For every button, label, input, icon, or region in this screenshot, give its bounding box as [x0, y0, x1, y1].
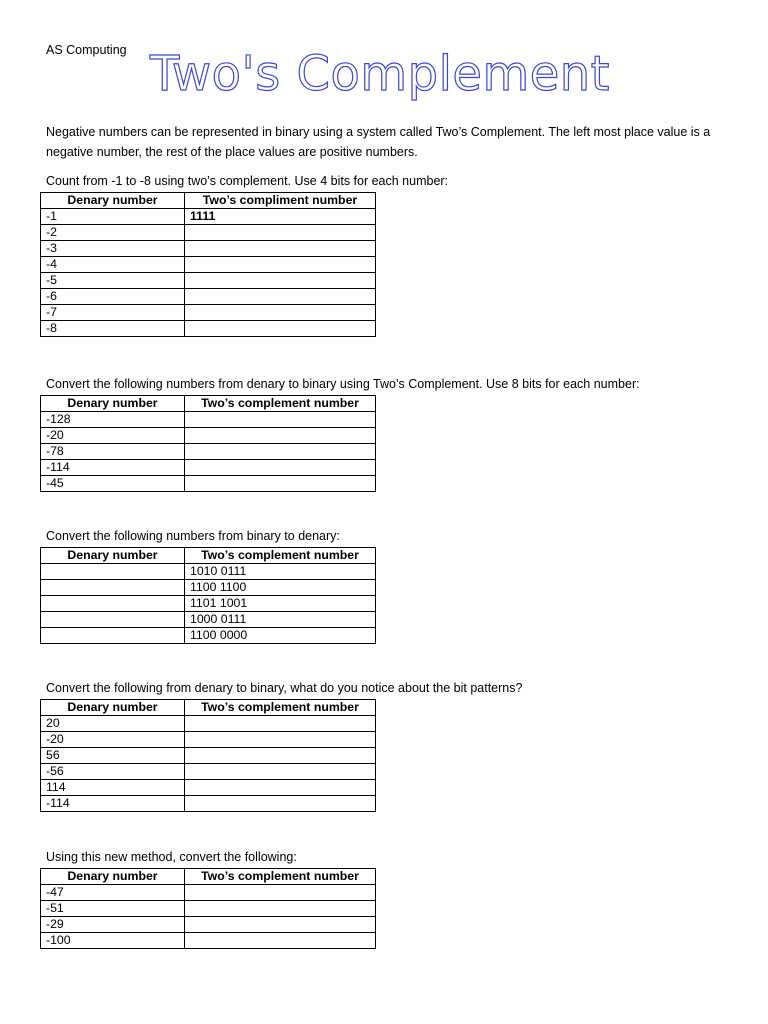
denary-cell: -5 [41, 273, 185, 289]
table-row [41, 732, 376, 748]
table-row [41, 241, 376, 257]
table-header-row [41, 869, 376, 885]
table-row [41, 933, 376, 949]
binary-cell: 1100 0000 [185, 628, 376, 644]
table-row [41, 321, 376, 337]
binary-cell[interactable] [185, 885, 376, 901]
table-row [41, 780, 376, 796]
table-row [41, 273, 376, 289]
column-header: Two’s complement number [185, 700, 376, 716]
binary-cell[interactable] [185, 460, 376, 476]
denary-cell: -4 [41, 257, 185, 273]
denary-cell: 114 [41, 780, 185, 796]
course-label: AS Computing [46, 43, 127, 57]
denary-cell: 56 [41, 748, 185, 764]
table-header-row [41, 396, 376, 412]
denary-cell: -20 [41, 732, 185, 748]
binary-cell[interactable] [185, 305, 376, 321]
binary-cell[interactable] [185, 732, 376, 748]
binary-cell[interactable] [185, 917, 376, 933]
denary-cell: -1 [41, 209, 185, 225]
table-row [41, 209, 376, 225]
column-header: Denary number [41, 193, 185, 209]
denary-cell: -100 [41, 933, 185, 949]
table-row [41, 628, 376, 644]
column-header: Two’s complement number [185, 548, 376, 564]
binary-cell[interactable] [185, 716, 376, 732]
binary-cell[interactable] [185, 933, 376, 949]
table-row [41, 257, 376, 273]
denary-cell: -128 [41, 412, 185, 428]
binary-cell[interactable] [185, 796, 376, 812]
section-2-prompt: Convert the following numbers from denary to binary using Two’s Complement. Use 8 bits for each number: [46, 377, 640, 391]
table-row [41, 289, 376, 305]
denary-cell: -29 [41, 917, 185, 933]
binary-cell[interactable] [185, 748, 376, 764]
column-header: Denary number [41, 700, 185, 716]
section-4-table [40, 699, 376, 812]
section-1-table [40, 192, 376, 337]
binary-cell[interactable]: 1111 [185, 209, 376, 225]
section-3-prompt: Convert the following numbers from binary to denary: [46, 529, 340, 543]
binary-cell[interactable] [185, 476, 376, 492]
table-row [41, 476, 376, 492]
binary-cell[interactable] [185, 764, 376, 780]
denary-cell: -47 [41, 885, 185, 901]
binary-cell: 1000 0111 [185, 612, 376, 628]
binary-cell[interactable] [185, 273, 376, 289]
column-header: Denary number [41, 548, 185, 564]
binary-cell[interactable] [185, 289, 376, 305]
table-row [41, 444, 376, 460]
denary-cell: 20 [41, 716, 185, 732]
section-5-table [40, 868, 376, 949]
table-row [41, 612, 376, 628]
denary-cell: -3 [41, 241, 185, 257]
binary-cell[interactable] [185, 412, 376, 428]
binary-cell[interactable] [185, 428, 376, 444]
denary-cell: -45 [41, 476, 185, 492]
table-header-row [41, 548, 376, 564]
binary-cell[interactable] [185, 444, 376, 460]
denary-cell[interactable] [41, 628, 185, 644]
page-title: Two's Complement [150, 46, 610, 102]
binary-cell[interactable] [185, 780, 376, 796]
denary-cell: -2 [41, 225, 185, 241]
table-row [41, 412, 376, 428]
binary-cell[interactable] [185, 901, 376, 917]
section-4-prompt: Convert the following from denary to binary, what do you notice about the bit patterns? [46, 681, 523, 695]
table-header-row [41, 700, 376, 716]
table-row [41, 764, 376, 780]
binary-cell[interactable] [185, 321, 376, 337]
section-2-table [40, 395, 376, 492]
denary-cell: -114 [41, 460, 185, 476]
denary-cell: -7 [41, 305, 185, 321]
column-header: Two’s compliment number [185, 193, 376, 209]
table-row [41, 460, 376, 476]
denary-cell[interactable] [41, 564, 185, 580]
denary-cell[interactable] [41, 580, 185, 596]
table-row [41, 580, 376, 596]
binary-cell[interactable] [185, 225, 376, 241]
section-1-prompt: Count from -1 to -8 using two’s complement. Use 4 bits for each number: [46, 174, 449, 188]
section-3-table [40, 547, 376, 644]
table-row [41, 428, 376, 444]
binary-cell: 1101 1001 [185, 596, 376, 612]
binary-cell: 1010 0111 [185, 564, 376, 580]
denary-cell[interactable] [41, 612, 185, 628]
table-header-row [41, 193, 376, 209]
denary-cell[interactable] [41, 596, 185, 612]
table-row [41, 716, 376, 732]
denary-cell: -8 [41, 321, 185, 337]
table-row [41, 901, 376, 917]
column-header: Two’s complement number [185, 396, 376, 412]
binary-cell[interactable] [185, 257, 376, 273]
denary-cell: -114 [41, 796, 185, 812]
denary-cell: -78 [41, 444, 185, 460]
section-5-prompt: Using this new method, convert the following: [46, 850, 297, 864]
table-row [41, 796, 376, 812]
table-row [41, 917, 376, 933]
denary-cell: -51 [41, 901, 185, 917]
table-row [41, 596, 376, 612]
binary-cell: 1100 1100 [185, 580, 376, 596]
table-row [41, 305, 376, 321]
intro-paragraph: Negative numbers can be represented in binary using a system called Two’s Complement. The left most place value is a negative number, the rest of the place values are positive numbers. [46, 125, 711, 159]
denary-cell: -56 [41, 764, 185, 780]
table-row [41, 748, 376, 764]
column-header: Two’s complement number [185, 869, 376, 885]
table-row [41, 564, 376, 580]
table-row [41, 225, 376, 241]
table-row [41, 885, 376, 901]
binary-cell[interactable] [185, 241, 376, 257]
column-header: Denary number [41, 396, 185, 412]
denary-cell: -20 [41, 428, 185, 444]
denary-cell: -6 [41, 289, 185, 305]
column-header: Denary number [41, 869, 185, 885]
